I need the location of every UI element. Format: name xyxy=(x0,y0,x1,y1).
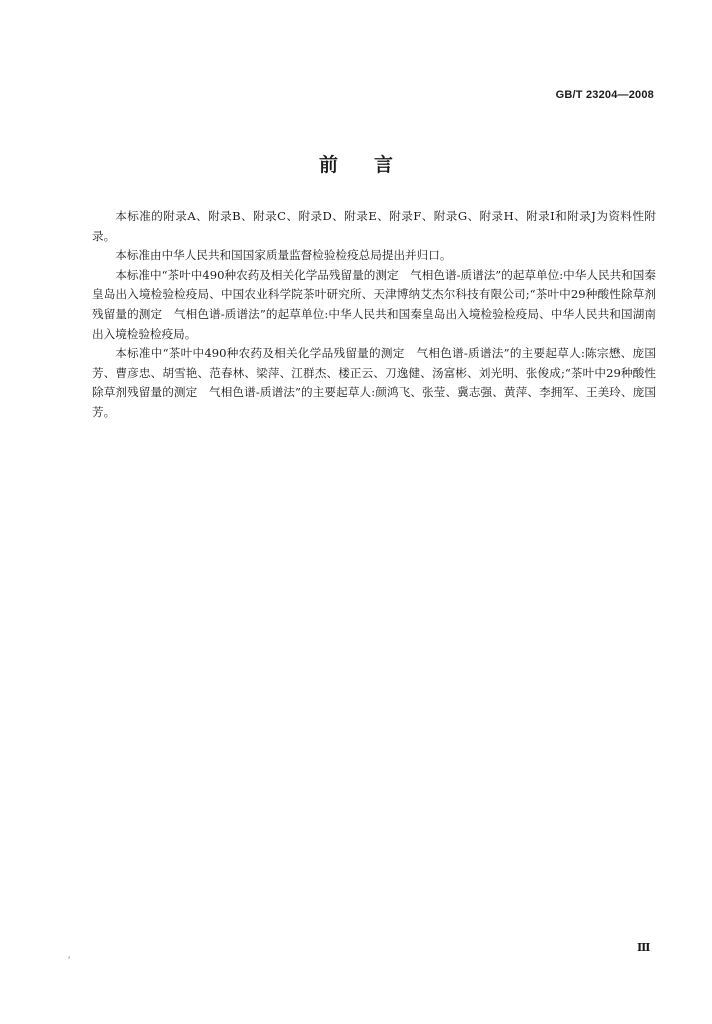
stray-mark: ʹ xyxy=(68,956,71,965)
paragraph-drafting-units: 本标准中“茶叶中490种农药及相关化学品残留量的测定 气相色谱-质谱法”的起草单位:中华人民共和国秦皇岛出入境检验检疫局、中国农业科学院茶叶研究所、天津博纳艾杰尔科技有限公司;“茶叶中29种酸性除草剂残留量的测定 气相色谱-质谱法”的起草单位:中华人民共和国秦皇岛出入境检验检疫局、中华人民共和国湖南出入境检验检疫局。 xyxy=(92,267,656,341)
standard-code: GB/T 23204—2008 xyxy=(555,89,654,101)
body-text xyxy=(92,207,656,423)
paragraph-proposer: 本标准由中华人民共和国国家质量监督检验检疫总局提出并归口。 xyxy=(115,248,452,263)
page-number: Ⅲ xyxy=(637,941,651,954)
paragraph-drafters: 本标准中“茶叶中490种农药及相关化学品残留量的测定 气相色谱-质谱法”的主要起草人:陈宗懋、庞国芳、曹彦忠、胡雪艳、范春林、梁萍、江群杰、楼正云、刀逸健、汤富彬、刘光明、张俊成;“茶叶中29种酸性除草剂残留量的测定 气相色谱-质谱法”的主要起草人:颜鸿飞、张莹、冀志强、黄萍、李拥军、王美玲、庞国芳。 xyxy=(92,346,656,419)
page-title: 前言 xyxy=(318,154,429,176)
paragraph-appendix-note: 本标准的附录A、附录B、附录C、附录D、附录E、附录F、附录G、附录H、附录I和附录J为资料性附录。 xyxy=(92,209,656,243)
